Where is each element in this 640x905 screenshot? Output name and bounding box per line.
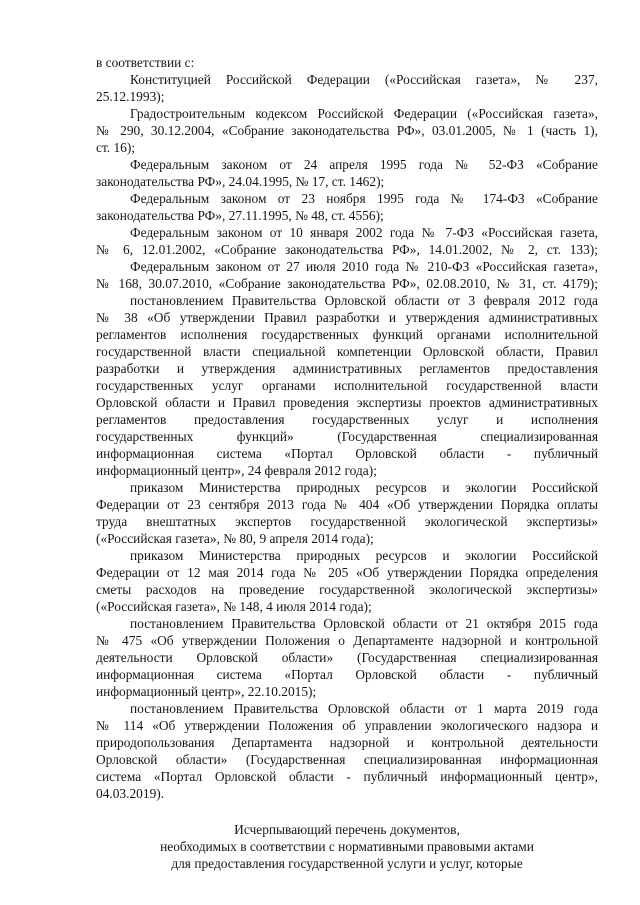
text-line: № 290, 30.12.2004, «Собрание законодательства РФ», 03.01.2005, № 1 (часть 1),: [96, 123, 598, 138]
text-line: Федерации от 12 мая 2014 года № 205 «Об утверждении Порядка определения: [96, 565, 598, 580]
text-line: постановлением Правительства Орловской области от 21 октября 2015 года: [130, 616, 598, 631]
text-line: природопользования Департамента надзорной и контрольной деятельности: [96, 735, 598, 750]
text-line: постановлением Правительства Орловской области от 1 марта 2019 года: [130, 701, 598, 716]
text-line: разработки и утверждения административных регламентов предоставления: [96, 361, 598, 376]
text-line: законодательства РФ», 24.04.1995, № 17, ст. 1462);: [96, 174, 385, 189]
text-line: Федеральным законом от 24 апреля 1995 года № 52-ФЗ «Собрание: [130, 157, 598, 172]
text-line: система «Портал Орловской области - публичный информационный центр»,: [96, 769, 598, 784]
text-line: деятельности Орловской области» (Государственная специализированная: [96, 650, 598, 665]
section-heading-line: необходимых в соответствии с нормативными правовыми актами: [160, 839, 534, 854]
text-line: регламентов исполнения государственных функций органами исполнительной: [96, 327, 598, 342]
text-line: государственных услуг органами исполнительной государственной власти: [96, 378, 598, 393]
text-line: Федеральным законом от 27 июля 2010 года № 210-ФЗ «Российская газета»,: [130, 259, 598, 274]
text-line: информационная система «Портал Орловской области - публичный: [96, 446, 598, 461]
text-line: труда внештатных экспертов государственной экологической экспертизы»: [96, 514, 598, 529]
text-line: Орловской области» (Государственная специализированная информационная: [96, 752, 598, 767]
text-line: № 475 «Об утверждении Положения о Департаменте надзорной и контрольной: [96, 633, 598, 648]
text-line: 04.03.2019).: [96, 786, 165, 801]
text-line: Федерации от 23 сентября 2013 года № 404 «Об утверждении Порядка оплаты: [96, 497, 598, 512]
text-line: информационный центр», 22.10.2015);: [96, 684, 317, 699]
text-line: государственных функций» (Государственная специализированная: [96, 429, 598, 444]
text-line: Градостроительным кодексом Российской Федерации («Российская газета»,: [130, 106, 598, 121]
text-line: ст. 16);: [96, 140, 136, 155]
text-line: законодательства РФ», 27.11.1995, № 48, ст. 4556);: [96, 208, 384, 223]
text-line: постановлением Правительства Орловской области от 3 февраля 2012 года: [130, 293, 598, 308]
section-heading-line: Исчерпывающий перечень документов,: [234, 822, 460, 837]
text-line: Федеральным законом от 10 января 2002 года № 7-ФЗ «Российская газета,: [130, 225, 598, 240]
text-line: № 6, 12.01.2002, «Собрание законодательства РФ», 14.01.2002, № 2, ст. 133);: [96, 242, 598, 257]
text-line: регламентов предоставления государственных услуг и исполнения: [96, 412, 598, 427]
text-line: («Российская газета», № 148, 4 июля 2014 года);: [96, 599, 372, 614]
text-line: Федеральным законом от 23 ноября 1995 года № 174-ФЗ «Собрание: [130, 191, 598, 206]
text-line: информационная система «Портал Орловской области - публичный: [96, 667, 598, 682]
text-line: приказом Министерства природных ресурсов и экологии Российской: [130, 480, 598, 495]
text-line: 25.12.1993);: [96, 89, 165, 104]
text-line: Орловской области и Правил проведения экспертизы проектов административных: [96, 395, 598, 410]
text-line: приказом Министерства природных ресурсов и экологии Российской: [130, 548, 598, 563]
text-line: государственной власти специальной компетенции Орловской области, Правил: [96, 344, 598, 359]
text-line: («Российская газета», № 80, 9 апреля 2014 года);: [96, 531, 374, 546]
text-line: № 114 «Об утверждении Положения об управлении экологического надзора и: [96, 718, 598, 733]
text-line: в соответствии с:: [96, 55, 195, 70]
text-line: Конституцией Российской Федерации («Российская газета», № 237,: [130, 72, 598, 87]
text-line: сметы расходов на проведение государственной экологической экспертизы»: [96, 582, 598, 597]
text-line: информационный центр», 24 февраля 2012 года);: [96, 463, 377, 478]
text-line: № 38 «Об утверждении Правил разработки и утверждения административных: [96, 310, 598, 325]
text-line: № 168, 30.07.2010, «Собрание законодательства РФ», 02.08.2010, № 31, ст. 4179);: [96, 276, 598, 291]
section-heading-line: для предоставления государственной услуги и услуг, которые: [171, 856, 523, 871]
